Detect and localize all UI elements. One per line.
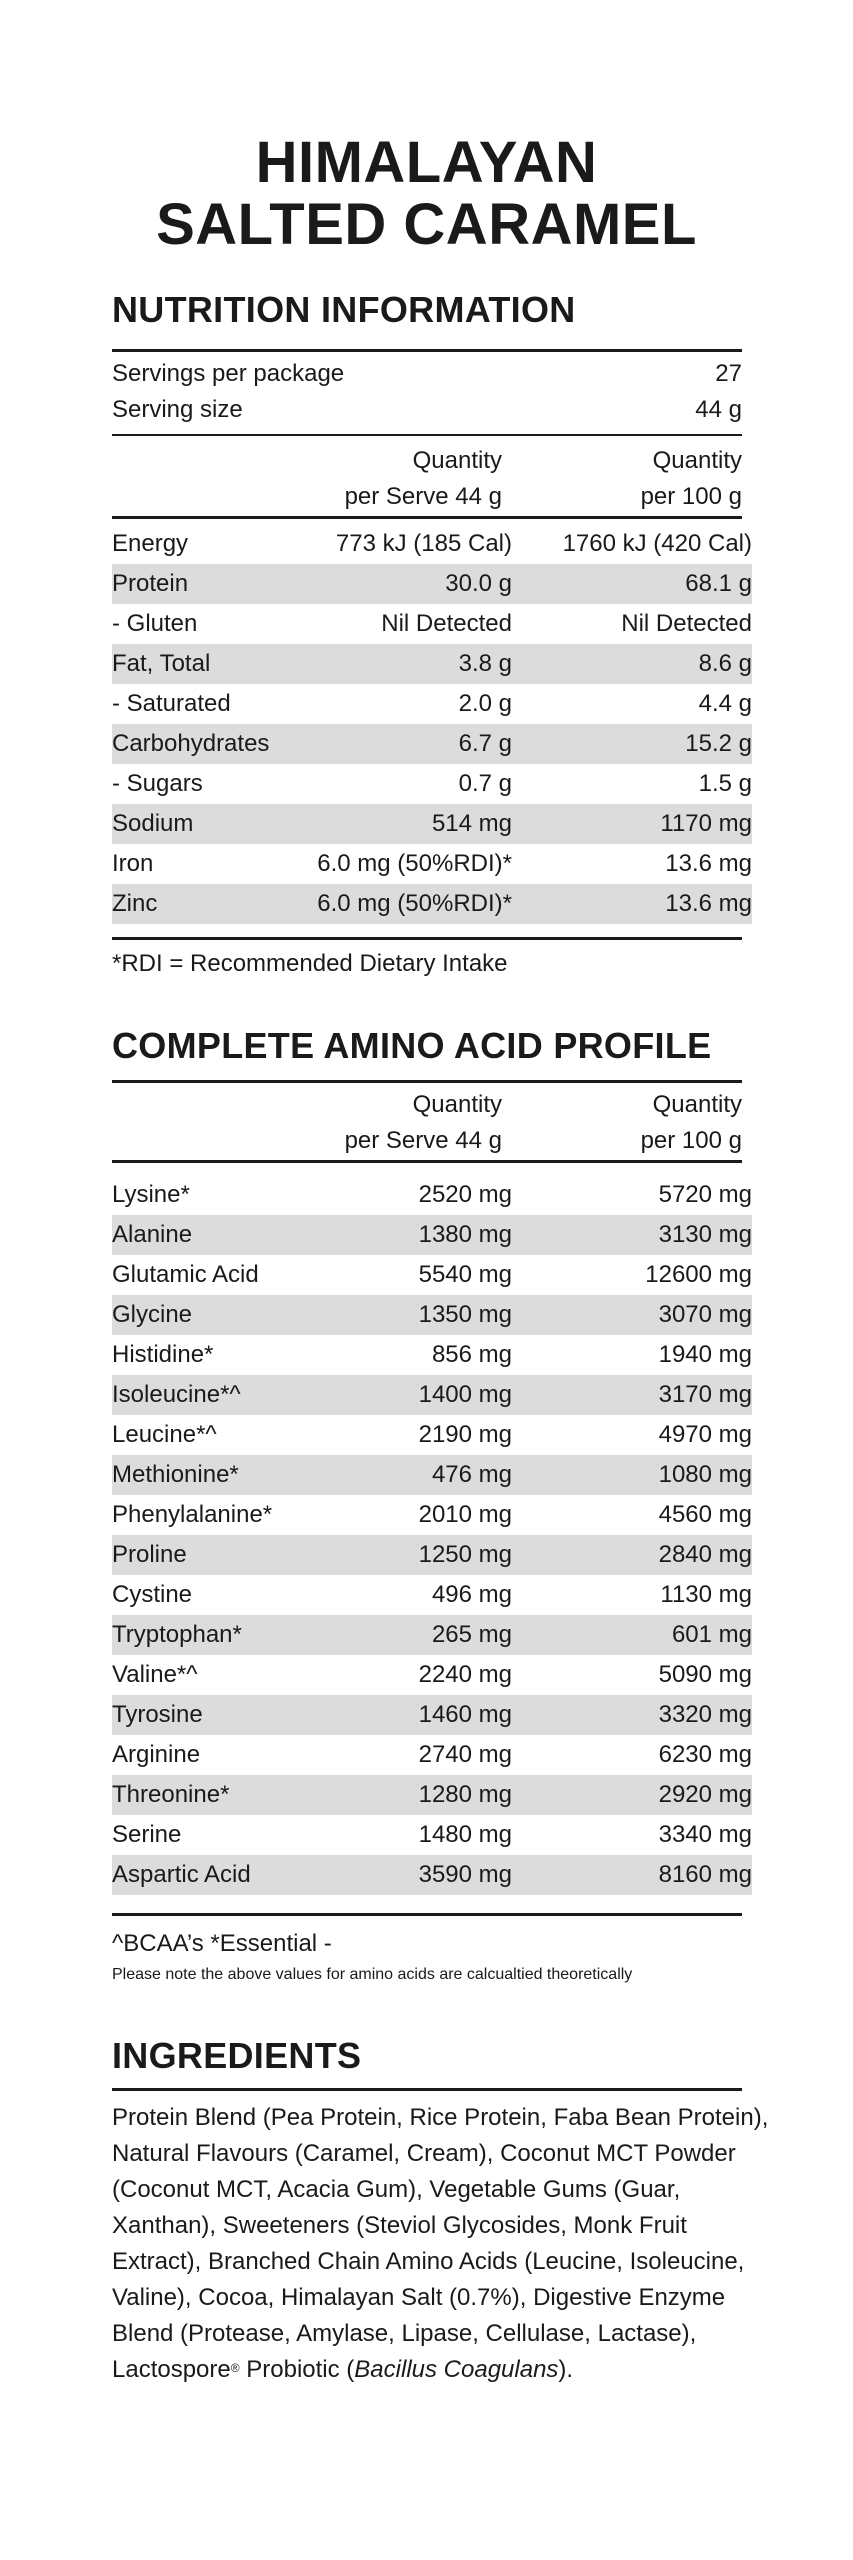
row-per-100: 2840 mg [658,1541,752,1568]
row-per-serve: 476 mg [431,1461,512,1488]
probiotic-strain: Bacillus Coagulans [354,2356,559,2383]
row-label: Serine [112,1821,182,1848]
row-per-serve: 3.8 g [458,650,512,677]
row-label: Glutamic Acid [112,1261,259,1288]
row-label: - Gluten [112,610,198,637]
row-per-100: 1130 mg [660,1581,752,1608]
row-per-serve: 1380 mg [418,1221,512,1248]
row-per-100: Nil Detected [621,610,752,637]
row-label: Alanine [112,1221,193,1248]
row-per-serve: 1460 mg [418,1701,512,1728]
row-per-100: 1170 mg [660,810,752,837]
ingredients-probiotic: Probiotic ( [239,2356,355,2383]
nutrition-header-rule [112,516,742,519]
serving-size-value: 44 g [695,396,742,423]
row-label: Leucine*^ [112,1421,217,1448]
row-per-serve: 1250 mg [418,1541,512,1568]
row-per-serve: 2.0 g [458,690,512,717]
row-per-100: 1.5 g [698,770,752,797]
row-per-100: 13.6 mg [665,890,752,917]
row-per-100: 3070 mg [658,1301,752,1328]
table-row [112,1175,752,1215]
row-label: - Sugars [112,770,203,797]
nutrition-top-rule [112,349,742,352]
amino-disclaimer: Please note the above values for amino acids are calcualtied theoretically [112,1966,633,1983]
row-label: Carbohydrates [112,730,270,757]
table-row [112,844,752,884]
row-per-100: 3130 mg [658,1221,752,1248]
row-per-100: 8160 mg [658,1861,752,1888]
row-label: - Saturated [112,690,231,717]
nutrition-col-per-100-line-1: Quantity [652,447,742,474]
amino-col-per-100 [442,1087,742,1159]
row-per-100: 601 mg [671,1621,752,1648]
amino-col-per-100-line-1: Quantity [652,1091,742,1118]
row-per-serve: 1400 mg [418,1381,512,1408]
table-row [112,1615,752,1655]
row-per-serve: 496 mg [431,1581,512,1608]
row-label: Tryptophan* [112,1621,242,1648]
row-per-serve: 2240 mg [418,1661,512,1688]
row-per-serve: 2010 mg [418,1501,512,1528]
row-per-serve: 2520 mg [418,1181,512,1208]
table-row [112,804,752,844]
ingredients-rule [112,2088,742,2091]
row-per-serve: 514 mg [431,810,512,837]
row-per-serve: 0.7 g [458,770,512,797]
row-per-100: 68.1 g [685,570,752,597]
row-per-100: 1760 kJ (420 Cal) [562,530,752,557]
nutrition-col-per-100 [442,443,742,515]
row-per-serve: 265 mg [431,1621,512,1648]
table-row [112,1415,752,1455]
amino-header-rule [112,1160,742,1163]
table-row [112,1695,752,1735]
row-per-100: 1940 mg [658,1341,752,1368]
servings-label: Servings per package [112,360,345,387]
row-per-serve: 856 mg [431,1341,512,1368]
row-per-100: 4560 mg [658,1501,752,1528]
table-row [112,1295,752,1335]
row-label: Zinc [112,890,158,917]
row-per-serve: 1350 mg [418,1301,512,1328]
amino-top-rule [112,1080,742,1083]
table-row [112,764,752,804]
table-row [112,564,752,604]
row-per-100: 3170 mg [658,1381,752,1408]
registered-mark: ® [230,2361,240,2375]
row-per-100: 3340 mg [658,1821,752,1848]
row-label: Glycine [112,1301,193,1328]
row-label: Methionine* [112,1461,239,1488]
rdi-note: *RDI = Recommended Dietary Intake [112,950,508,977]
row-per-serve: 6.0 mg (50%RDI)* [317,890,512,917]
row-per-100: 6230 mg [658,1741,752,1768]
table-row [112,1495,752,1535]
nutrition-meta-rule [112,434,742,436]
table-row [112,1655,752,1695]
table-row [112,724,752,764]
ingredients-end: ). [558,2356,574,2383]
table-row [112,1575,752,1615]
amino-col-per-100-line-2: per 100 g [640,1127,742,1154]
product-title-line-2: SALTED CARAMEL [156,192,697,257]
row-label: Arginine [112,1741,201,1768]
nutrition-bottom-rule [112,937,742,940]
table-row [112,1815,752,1855]
row-per-100: 4.4 g [698,690,752,717]
row-per-100: 1080 mg [658,1461,752,1488]
row-per-serve: 3590 mg [418,1861,512,1888]
row-label: Protein [112,570,189,597]
table-row [112,1215,752,1255]
row-per-serve: 2740 mg [418,1741,512,1768]
row-label: Proline [112,1541,187,1568]
row-label: Cystine [112,1581,193,1608]
row-per-serve: 773 kJ (185 Cal) [335,530,512,557]
row-label: Phenylalanine* [112,1501,273,1528]
servings-value: 27 [715,360,742,387]
row-label: Lysine* [112,1181,190,1208]
row-per-100: 5720 mg [658,1181,752,1208]
table-row [112,1375,752,1415]
row-per-100: 3320 mg [658,1701,752,1728]
row-label: Aspartic Acid [112,1861,251,1888]
amino-bottom-rule [112,1913,742,1916]
table-row [112,1455,752,1495]
serving-size-label: Serving size [112,396,243,423]
row-label: Fat, Total [112,650,211,677]
table-row [112,1775,752,1815]
row-per-serve: 6.0 mg (50%RDI)* [317,850,512,877]
table-row [112,1255,752,1295]
table-row [112,1735,752,1775]
amino-col-per-serve-line-2: per Serve 44 g [344,1127,502,1154]
table-row [112,604,752,644]
row-label: Valine*^ [112,1661,198,1688]
nutrition-col-per-serve-line-2: per Serve 44 g [344,483,502,510]
row-label: Sodium [112,810,194,837]
row-label: Energy [112,530,189,557]
product-title-line-1: HIMALAYAN [255,130,598,195]
row-per-100: 8.6 g [698,650,752,677]
row-per-serve: 2190 mg [418,1421,512,1448]
row-label: Histidine* [112,1341,214,1368]
nutrition-col-per-100-line-2: per 100 g [640,483,742,510]
table-row [112,1535,752,1575]
row-per-100: 13.6 mg [665,850,752,877]
row-label: Iron [112,850,154,877]
table-row [112,1335,752,1375]
row-per-serve: 1280 mg [418,1781,512,1808]
table-row [112,644,752,684]
serving-size-row [112,392,742,428]
table-row [112,684,752,724]
row-per-serve: 6.7 g [458,730,512,757]
amino-legend: ^BCAA’s *Essential - [112,1930,332,1957]
row-per-100: 2920 mg [658,1781,752,1808]
row-label: Isoleucine*^ [112,1381,241,1408]
row-label: Tyrosine [112,1701,203,1728]
row-per-100: 15.2 g [685,730,752,757]
amino-heading: COMPLETE AMINO ACID PROFILE [112,1025,712,1066]
ingredients-heading: INGREDIENTS [112,2035,362,2076]
nutrition-col-per-serve-line-1: Quantity [412,447,502,474]
row-per-100: 5090 mg [658,1661,752,1688]
row-label: Threonine* [112,1781,230,1808]
row-per-100: 12600 mg [645,1261,752,1288]
ingredients-text [112,2100,772,2388]
row-per-serve: 1480 mg [418,1821,512,1848]
row-per-100: 4970 mg [658,1421,752,1448]
table-row [112,524,752,564]
ingredients-main: Protein Blend (Pea Protein, Rice Protein, Faba Bean Protein), Natural Flavours (Caramel, Cream), Coconut MCT Powder (Coconut MCT, Acacia Gum), Vegetable Gums (Guar, Xanthan), Sweeteners (Steviol Glycosides, Monk Fruit Extract), Branched Chain Amino Acids (Leucine, Isoleucine, Valine), Cocoa, Himalayan Salt (0.7%), Digestive Enzyme Blend (Protease, Amylase, Lipase, Cellulase, Lactase), Lactospore [112,2104,769,2383]
nutrition-heading: NUTRITION INFORMATION [112,289,576,330]
row-per-serve: 5540 mg [418,1261,512,1288]
servings-per-package-row [112,356,742,392]
product-title [0,132,853,256]
table-row [112,1855,752,1895]
row-per-serve: Nil Detected [381,610,512,637]
row-per-serve: 30.0 g [445,570,512,597]
table-row [112,884,752,924]
amino-col-per-serve-line-1: Quantity [412,1091,502,1118]
